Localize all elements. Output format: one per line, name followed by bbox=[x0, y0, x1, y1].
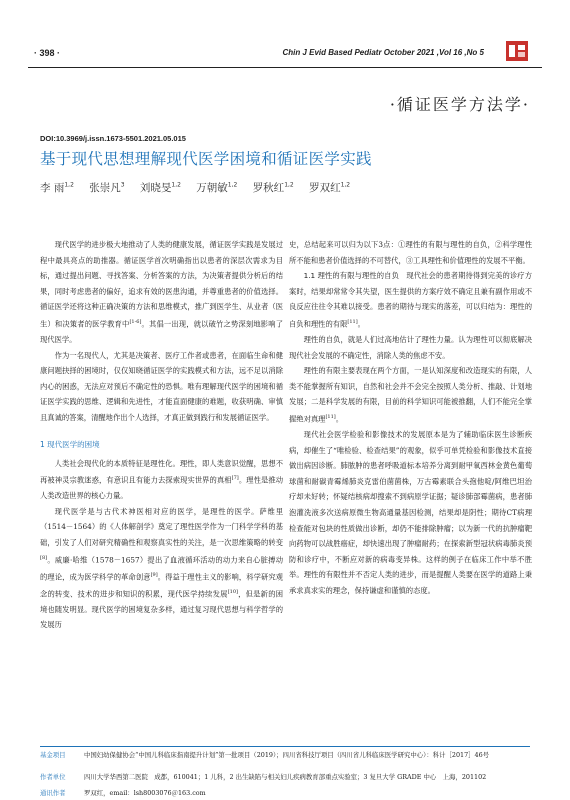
reference-link[interactable]: [11] bbox=[325, 413, 336, 420]
journal-citation: Chin J Evid Based Pediatr October 2021 ,Vol 16 ,No 5 bbox=[282, 48, 484, 57]
subsection-heading: 1.1 理性的有限与理性的自负 bbox=[303, 271, 399, 281]
author: 罗双红$^{1,2}$ bbox=[309, 181, 351, 194]
reference-link[interactable]: [11] bbox=[347, 318, 358, 325]
reference-link[interactable]: [8] bbox=[40, 554, 48, 561]
corresponding-email[interactable]: 罗双红，email：lsh8003076＠163.com bbox=[84, 789, 206, 797]
reference-link[interactable]: [1-6] bbox=[129, 318, 142, 325]
author-list bbox=[40, 180, 362, 195]
paragraph: 现代社会医学检验和影像技术的发展原本是为了辅助临床医生诊断疾病，却催生了“唯检验、检查结果”的观象，似乎可单凭检验和影像技术直接做出病因诊断。肺脓肿的患者呼吸道标本培养分离到耐甲氧西林金黄色葡萄球菌和耐碳青霉烯肺炎克雷伯菌菌株，万古霉素联合头孢他啶/阿维巴坦治疗却未好转；怀疑结核病却搜索不到病原学证据；疑诊肺部霉菌病，患者肺泡灌洗液多次送病原微生物高通量基因检测，结果却是阴性；期待CT病理检查能对包块的性质做出诊断，却仍不能排除肿瘤；以为新一代的抗肿瘤靶向药物可以战胜癌症，却快速出现了肿瘤耐药；在探索新型冠状病毒肺炎预防和诊疗中，不断应对新的病毒变异株。这样的例子在临床工作中举不胜举。理性的有限性并不否定人类的进步，而是提醒人类要在医学的道路上秉承求真求实的理念，保持谦虚和谨慎的态度。 bbox=[289, 429, 532, 595]
author: 刘晓旻$^{1,2}$ bbox=[139, 181, 181, 194]
footnote-label: 通讯作者 bbox=[40, 789, 66, 797]
paragraph: 现代医学的进步极大地推动了人类的健康发展，循证医学实践是发展过程中最具亮点的助推器。循证医学首次明确指出以患者的深层次需求为目标，通过提出问题、寻找答案、分析答案的方法，为决策者提供分析后的结果，同时考虑患者的偏好，追求有效的医患沟通，并尊重患者的价值选择。循证医学还将这种正确决策的方法和思维模式，推广到医学生、从业者（医生）和决策者的医学教育中[1-6]。其倡一出现，就以破竹之势深刻地影响了现代医学。 bbox=[40, 240, 283, 344]
paragraph: 作为一名现代人，尤其是决策者、医疗工作者或患者，在面临生命和健康问题抉择的困境时，仅仅知晓循证医学的实践模式和方法，远不足以消除内心的困惑，无法应对预后不确定性的恐惧。唯有理解现代医学的困境和循证医学实践的思维、逻辑和先进性，才能直面健康的难题，收获明确、审慎且真诚的答案，清醒地作出个人选择，才真正做到践行和发展循证医学。 bbox=[40, 350, 283, 422]
left-column bbox=[40, 237, 283, 633]
header-rule bbox=[28, 67, 542, 68]
reference-link[interactable]: [9] bbox=[150, 571, 158, 578]
paragraph: 理性的有限主要表现在两个方面，一是认知深度和改造现实的有限，人类不能掌握所有知识，自然和社会并不会完全按照人类分析、推敲、计划地发展；二是科学发展的有限，目前的科学知识可能被推翻，人们不能完全掌握绝对真理[11]。 bbox=[289, 366, 532, 424]
paragraph: 1.1 理性的有限与理性的自负 现代社会的患者期待得到完美的诊疗方案时，结果却常常令其失望，医生提供的方案疗效不确定且兼有副作用或不良反应往往令其难以接受。患者的期待与现实的落差，可以归结为：理性的自负和理性的有限[11]。 bbox=[289, 271, 532, 329]
footnote-fund: 基金项目 中国妇幼保健协会“中国儿科临床指南提升计划”第一批项目（2019）；四川省科技厅项目（四川省儿科临床医学研究中心）：科计［2017］46号 bbox=[40, 751, 490, 759]
author: 张崇凡$^3$ bbox=[89, 181, 125, 194]
paragraph: 史，总结起来可以归为以下3点：①理性的有限与理性的自负，②科学理性所不能和患者价值选择的不可替代，③工具理性和价值理性的发展不平衡。 bbox=[289, 240, 532, 265]
reference-link[interactable]: [7] bbox=[231, 475, 239, 482]
footnote-label: 基金项目 bbox=[40, 751, 66, 759]
journal-logo-icon bbox=[506, 41, 528, 61]
section-heading: 1 现代医学的困境 bbox=[40, 439, 100, 449]
paragraph: 人类社会现代化的本质特征是理性化。理性，即人类意识觉醒，思想不再被神灵宗教迷惑，有意识且有能力去探索现实世界的真相[7]。理性是推动人类改造世界的核心力量。 bbox=[40, 458, 283, 501]
footnote-affiliation: 作者单位 四川大学华西第二医院 成都，610041；1 儿科，2 出生缺陷与相关妇儿疾病教育部重点实验室；3 复旦大学 GRADE 中心 上海，201102 bbox=[40, 773, 487, 781]
column-name: ·循证医学方法学· bbox=[389, 95, 530, 114]
reference-link[interactable]: [10] bbox=[227, 588, 238, 595]
page-number: · 398 · bbox=[34, 48, 61, 58]
footnote-label: 作者单位 bbox=[40, 773, 66, 781]
running-header bbox=[28, 40, 542, 64]
author: 罗秋红$^{1,2}$ bbox=[252, 181, 294, 194]
author: 李 雨$^{1,2}$ bbox=[40, 181, 74, 194]
article-title: 基于现代思想理解现代医学困境和循证医学实践 bbox=[40, 150, 372, 168]
author: 万朝敏$^{1,2}$ bbox=[196, 181, 238, 194]
footnote-rule bbox=[40, 746, 530, 747]
paragraph: 现代医学是与古代术神医相对应的医学，是理性的医学。萨维里（1514－1564）的《人体解剖学》奠定了理性医学作为一门科学学科的基础，引发了人们对研究精确性和观察真实性的关注，是一次思维策略的转变[8]。威廉·哈维（1578－1657）提出了血液循环活动的动力来自心脏搏动的理论，成为医学科学的革命创意[9]。得益于理性主义的影响，科学研究观念的转变、技术的进步和知识的积累，现代医学持续发展[10]，但是新的困境也随发明显。现代医学的困境复杂多样，通过复习现代思想与科学哲学的发展历 bbox=[40, 506, 284, 630]
doi: DOI:10.3969/j.issn.1673-5501.2021.05.015 bbox=[40, 134, 186, 143]
paragraph: 理性的自负，就是人们过高地估计了理性力量。认为理性可以彻底解决现代社会发展的不确定性，消除人类的焦虑不安。 bbox=[289, 334, 532, 360]
footnote-correspondence bbox=[40, 788, 530, 799]
right-column bbox=[289, 237, 532, 599]
